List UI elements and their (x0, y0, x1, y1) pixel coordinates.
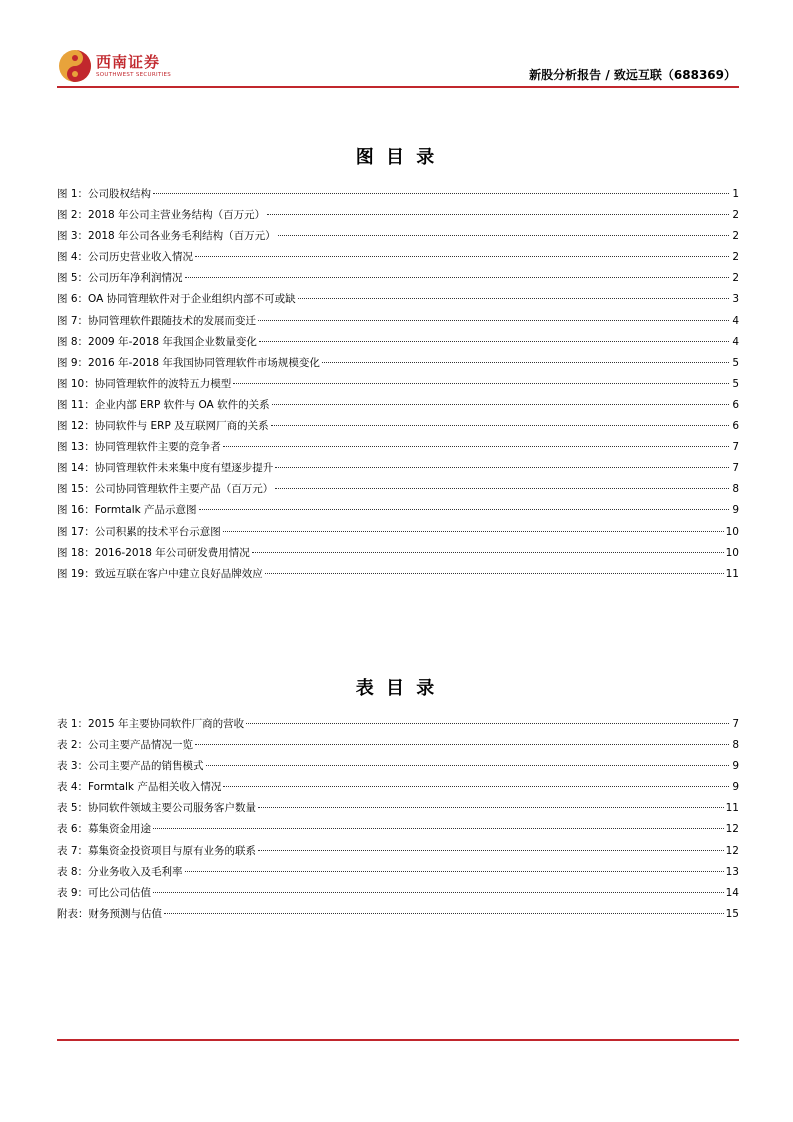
toc-entry-page: 8 (732, 739, 739, 752)
toc-entry-label: 表 8：分业务收入及毛利率 (57, 865, 183, 878)
toc-entry[interactable] (57, 543, 739, 564)
tables-toc-list (57, 714, 739, 925)
toc-leader-dots (195, 256, 729, 257)
toc-entry[interactable] (57, 458, 739, 479)
toc-entry[interactable] (57, 332, 739, 353)
logo-english-name: SOUTHWEST SECURITIES (96, 72, 172, 78)
toc-entry[interactable] (57, 416, 739, 437)
toc-entry[interactable] (57, 311, 739, 332)
toc-entry-label: 图 1：公司股权结构 (57, 188, 152, 200)
toc-entry-label: 图 19：致远互联在客户中建立良好品牌效应 (57, 567, 263, 580)
toc-entry[interactable] (57, 437, 739, 458)
report-header-title: 新股分析报告 / 致远互联（688369） (529, 68, 736, 82)
toc-leader-dots (153, 828, 724, 829)
toc-leader-dots (259, 341, 729, 342)
toc-entry-label: 图 15：公司协同管理软件主要产品（百万元） (57, 483, 274, 496)
toc-leader-dots (275, 488, 729, 489)
toc-entry-label: 图 16：Formtalk 产品示意图 (57, 504, 197, 517)
toc-entry-label: 表 3：公司主要产品的销售模式 (57, 760, 204, 773)
toc-leader-dots (267, 214, 729, 215)
toc-entry-page: 4 (732, 335, 739, 348)
toc-entry-page: 5 (732, 377, 739, 390)
toc-leader-dots (195, 744, 729, 745)
toc-entry-label: 图 18：2016-2018 年公司研发费用情况 (57, 546, 250, 559)
toc-entry-page: 7 (732, 441, 739, 454)
toc-entry[interactable] (57, 841, 739, 862)
toc-entry[interactable] (57, 798, 739, 819)
toc-leader-dots (223, 786, 729, 787)
toc-leader-dots (258, 320, 729, 321)
toc-entry-page: 6 (732, 420, 739, 433)
toc-leader-dots (272, 404, 729, 405)
toc-entry[interactable] (57, 904, 739, 925)
toc-entry[interactable] (57, 395, 739, 416)
toc-entry-page: 9 (732, 504, 739, 517)
toc-leader-dots (223, 446, 729, 447)
toc-entry-label: 图 9：2016 年-2018 年我国协同管理软件市场规模变化 (57, 356, 320, 369)
toc-leader-dots (185, 277, 729, 278)
toc-entry[interactable] (57, 756, 739, 777)
toc-entry-label: 图 4：公司历史营业收入情况 (57, 251, 194, 264)
toc-leader-dots (298, 298, 729, 299)
toc-leader-dots (199, 509, 729, 510)
toc-entry-label: 图 14：协同管理软件未来集中度有望逐步提升 (57, 462, 274, 475)
toc-leader-dots (252, 552, 724, 553)
toc-leader-dots (185, 871, 724, 872)
toc-entry-page: 12 (725, 823, 739, 836)
toc-entry-label: 图 17：公司积累的技术平台示意图 (57, 525, 221, 538)
toc-entry[interactable] (57, 353, 739, 374)
toc-entry-page: 15 (725, 907, 739, 920)
toc-entry-page: 14 (725, 886, 739, 899)
toc-entry-page: 2 (732, 251, 739, 264)
toc-entry-page: 11 (725, 802, 739, 815)
toc-leader-dots (258, 850, 724, 851)
logo-emblem-icon (58, 49, 92, 83)
header-divider (57, 86, 739, 88)
toc-leader-dots (265, 573, 724, 574)
toc-entry[interactable] (57, 205, 739, 226)
toc-entry-page: 9 (732, 781, 739, 794)
toc-entry-label: 图 11：企业内部 ERP 软件与 OA 软件的关系 (57, 398, 270, 411)
toc-leader-dots (164, 913, 724, 914)
toc-entry-page: 13 (725, 865, 739, 878)
toc-leader-dots (153, 892, 724, 893)
toc-entry-page: 2 (732, 230, 739, 243)
toc-entry-page: 4 (732, 314, 739, 327)
toc-entry[interactable] (57, 735, 739, 756)
toc-leader-dots (206, 765, 729, 766)
toc-entry[interactable] (57, 268, 739, 289)
toc-entry[interactable] (57, 564, 739, 585)
toc-entry[interactable] (57, 714, 739, 735)
toc-entry-page: 7 (732, 718, 739, 730)
toc-entry-label: 表 5：协同软件领域主要公司服务客户数量 (57, 802, 257, 815)
toc-entry-page: 9 (732, 760, 739, 773)
toc-entry-label: 表 9：可比公司估值 (57, 886, 152, 899)
toc-entry[interactable] (57, 374, 739, 395)
toc-entry-page: 5 (732, 356, 739, 369)
toc-entry-label: 图 12：协同软件与 ERP 及互联网厂商的关系 (57, 420, 269, 433)
toc-entry-page: 1 (732, 188, 739, 200)
toc-entry-page: 6 (732, 398, 739, 411)
toc-entry-label: 表 1：2015 年主要协同软件厂商的营收 (57, 718, 245, 730)
toc-leader-dots (258, 807, 724, 808)
toc-entry-label: 图 6：OA 协同管理软件对于企业组织内部不可或缺 (57, 293, 296, 306)
toc-leader-dots (233, 383, 729, 384)
toc-entry[interactable] (57, 522, 739, 543)
toc-entry[interactable] (57, 819, 739, 840)
toc-leader-dots (322, 362, 729, 363)
toc-entry[interactable] (57, 226, 739, 247)
company-logo (58, 47, 178, 87)
toc-entry[interactable] (57, 247, 739, 268)
toc-entry-page: 10 (725, 546, 739, 559)
toc-entry-label: 表 2：公司主要产品情况一览 (57, 739, 194, 752)
toc-entry-page: 2 (732, 272, 739, 285)
toc-entry[interactable] (57, 479, 739, 500)
toc-entry-page: 12 (725, 844, 739, 857)
toc-entry[interactable] (57, 289, 739, 310)
toc-entry-label: 图 13：协同管理软件主要的竞争者 (57, 441, 221, 454)
toc-entry[interactable] (57, 777, 739, 798)
toc-leader-dots (153, 193, 729, 194)
toc-entry-page: 10 (725, 525, 739, 538)
toc-entry-label: 图 10：协同管理软件的波特五力模型 (57, 377, 232, 390)
toc-entry[interactable] (57, 883, 739, 904)
toc-entry-page: 3 (732, 293, 739, 306)
toc-entry-label: 图 7：协同管理软件跟随技术的发展而变迁 (57, 314, 257, 327)
toc-entry-label: 附表：财务预测与估值 (57, 907, 162, 920)
footer-divider (57, 1039, 739, 1041)
toc-entry-page: 11 (725, 567, 739, 580)
toc-leader-dots (246, 723, 729, 724)
toc-entry-label: 表 4：Formtalk 产品相关收入情况 (57, 781, 222, 794)
toc-leader-dots (271, 425, 729, 426)
toc-leader-dots (275, 467, 729, 468)
toc-entry-page: 8 (732, 483, 739, 496)
toc-entry-label: 表 7：募集资金投资项目与原有业务的联系 (57, 844, 257, 857)
toc-entry[interactable] (57, 500, 739, 521)
toc-entry-page: 7 (732, 462, 739, 475)
toc-entry[interactable] (57, 862, 739, 883)
toc-entry-page: 2 (732, 209, 739, 222)
figures-toc-title: 图 目 录 (355, 147, 438, 168)
toc-entry-label: 图 2：2018 年公司主营业务结构（百万元） (57, 209, 266, 222)
figures-toc-list (57, 184, 739, 585)
toc-leader-dots (223, 531, 724, 532)
toc-entry-label: 图 5：公司历年净利润情况 (57, 272, 183, 285)
toc-entry-label: 表 6：募集资金用途 (57, 823, 152, 836)
toc-entry[interactable] (57, 184, 739, 205)
logo-chinese-name: 西南证券 (96, 53, 161, 71)
toc-entry-label: 图 3：2018 年公司各业务毛利结构（百万元） (57, 230, 276, 243)
tables-toc-title: 表 目 录 (355, 678, 438, 699)
toc-leader-dots (278, 235, 729, 236)
toc-entry-label: 图 8：2009 年-2018 年我国企业数量变化 (57, 335, 257, 348)
